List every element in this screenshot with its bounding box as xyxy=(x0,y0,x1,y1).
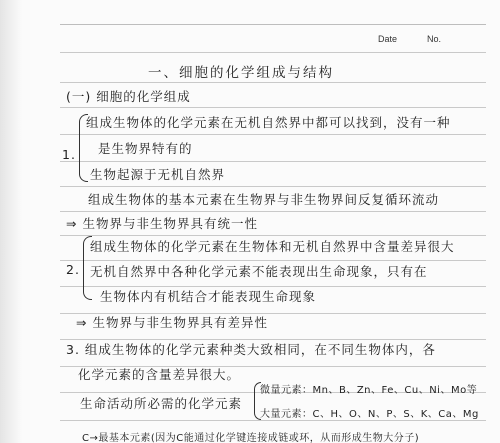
item3-line2: 化学元素的含量差异很大。 xyxy=(78,367,241,382)
ruled-line xyxy=(60,134,486,135)
item1-line2: 是生物界特有的 xyxy=(98,141,193,156)
ruled-line xyxy=(60,420,486,421)
number-label: No. xyxy=(427,34,442,44)
conclusion-unity: ⇒ 生物界与非生物界具有统一性 xyxy=(66,216,258,231)
item1-line3: 生物起源于无机自然界 xyxy=(90,167,226,182)
ruled-line xyxy=(60,235,486,236)
trace-elements: 微量元素：Mn、B、Zn、Fe、Cu、Ni、Mo等 xyxy=(260,385,478,396)
essential-elements-label: 生命活动所必需的化学元素 xyxy=(80,396,243,411)
item1-line4: 组成生物体的基本元素在生物界与非生物界间反复循环流动 xyxy=(88,192,440,207)
ruled-line xyxy=(60,107,486,108)
section-heading: (一) 细胞的化学组成 xyxy=(66,89,191,104)
ruled-line xyxy=(60,82,486,83)
item2-line1: 组成生物体的化学元素在生物体和无机自然界中含量差异很大 xyxy=(90,239,455,254)
item1-line1: 组成生物体的化学元素在无机自然界中都可以找到，没有一种 xyxy=(86,115,451,130)
page-title: 一、细胞的化学组成与结构 xyxy=(148,65,334,81)
item2-line3: 生物体内有机结合才能表现生命现象 xyxy=(100,289,317,304)
ruled-line xyxy=(60,211,486,212)
ruled-line xyxy=(60,260,486,261)
ruled-line xyxy=(60,52,486,53)
header-rule xyxy=(60,24,486,25)
ruled-line xyxy=(60,186,486,187)
carbon-note: C→最基本元素(因为C能通过化学键连接成链或环，从而形成生物大分子) xyxy=(82,433,420,443)
date-label: Date xyxy=(378,34,398,44)
item2-marker: 2. xyxy=(66,262,80,277)
item2-line2: 无机自然界中各种化学元素不能表现出生命现象，只有在 xyxy=(90,264,428,279)
item1-marker: 1. xyxy=(62,147,76,162)
macro-elements: 大量元素：C、H、O、N、P、S、K、Ca、Mg xyxy=(260,409,479,420)
ruled-line xyxy=(60,161,486,162)
item3-line1: 3. 组成生物体的化学元素种类大致相同，在不同生物体内，各 xyxy=(66,342,436,357)
conclusion-difference: ⇒ 生物界与非生物界具有差异性 xyxy=(76,315,268,330)
page-edge-shadow xyxy=(0,0,22,443)
